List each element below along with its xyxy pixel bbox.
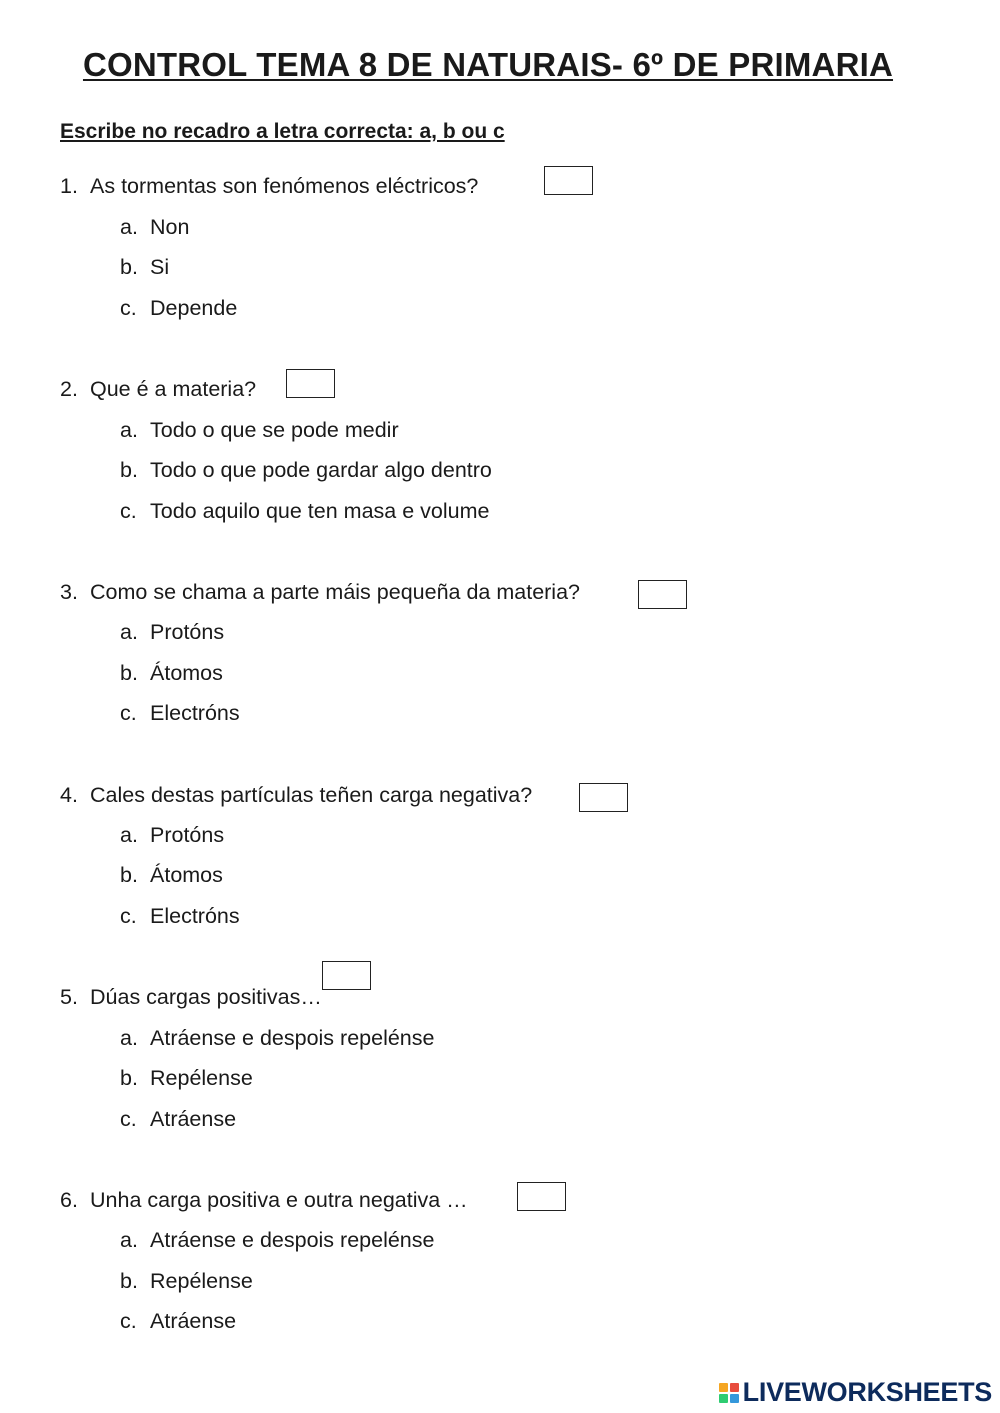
option-text: Todo aquilo que ten masa e volume [150,499,490,523]
option-1b [120,255,169,280]
option-1c [120,296,237,321]
option-text: Repélense [150,1066,253,1090]
answer-box-3[interactable] [638,580,687,609]
option-letter: c. [120,499,137,523]
question-5 [60,985,322,1010]
option-text: Todo o que pode gardar algo dentro [150,458,492,482]
option-text: Si [150,255,170,279]
option-letter: a. [120,418,138,442]
question-text: As tormentas son fenómenos eléctricos? [90,174,479,198]
option-letter: b. [120,1269,138,1293]
option-text: Atráense e despois repelénse [150,1228,435,1252]
option-2c [120,499,489,524]
option-6a [120,1228,434,1253]
option-5c [120,1107,236,1132]
logo-square [719,1394,728,1403]
question-text: Cales destas partículas teñen carga negativa? [90,783,533,807]
page-title: CONTROL TEMA 8 DE NATURAIS- 6º DE PRIMARIA [82,46,894,83]
question-1 [60,174,478,199]
question-text: Dúas cargas positivas… [90,985,322,1009]
question-number: 4. [60,783,78,807]
option-3a [120,620,224,645]
option-letter: c. [120,904,137,928]
option-text: Protóns [150,620,225,644]
option-text: Electróns [150,701,240,725]
question-6 [60,1188,468,1213]
instruction-text: Escribe no recadro a letra correcta: a, b ou c [60,120,505,143]
question-text: Como se chama a parte máis pequeña da materia? [90,580,580,604]
option-6b [120,1269,253,1294]
answer-box-1[interactable] [544,166,593,195]
option-3b [120,661,223,686]
question-number: 5. [60,985,78,1009]
question-4 [60,783,532,808]
question-number: 3. [60,580,78,604]
logo-square [730,1383,739,1392]
option-letter: a. [120,1228,138,1252]
option-letter: a. [120,215,138,239]
option-text: Protóns [150,823,225,847]
option-text: Todo o que se pode medir [150,418,399,442]
option-text: Átomos [150,661,223,685]
option-6c [120,1309,236,1334]
option-text: Atráense [150,1107,237,1131]
option-letter: b. [120,863,138,887]
option-1a [120,215,189,240]
option-3c [120,701,240,726]
option-text: Repélense [150,1269,253,1293]
question-2 [60,377,256,402]
question-text: Que é a materia? [90,377,257,401]
question-number: 6. [60,1188,78,1212]
answer-box-4[interactable] [579,783,628,812]
option-letter: b. [120,255,138,279]
option-2a [120,418,399,443]
logo-square [719,1383,728,1392]
option-5b [120,1066,253,1091]
option-5a [120,1026,434,1051]
option-letter: a. [120,620,138,644]
question-3 [60,580,580,605]
option-text: Atráense [150,1309,237,1333]
option-text: Atráense e despois repelénse [150,1026,435,1050]
option-letter: a. [120,823,138,847]
answer-box-2[interactable] [286,369,335,398]
option-4b [120,863,223,888]
option-letter: b. [120,458,138,482]
option-letter: c. [120,1309,137,1333]
question-number: 2. [60,377,78,401]
option-letter: c. [120,296,137,320]
option-letter: c. [120,1107,137,1131]
option-4a [120,823,224,848]
option-letter: b. [120,661,138,685]
liveworksheets-footer [719,1377,992,1408]
answer-box-6[interactable] [517,1182,566,1211]
option-text: Depende [150,296,238,320]
option-2b [120,458,492,483]
logo-square [730,1394,739,1403]
option-text: Non [150,215,190,239]
question-text: Unha carga positiva e outra negativa … [90,1188,468,1212]
option-letter: c. [120,701,137,725]
question-number: 1. [60,174,78,198]
option-text: Átomos [150,863,223,887]
liveworksheets-logo-icon [719,1383,739,1403]
option-letter: a. [120,1026,138,1050]
brand-name: LIVEWORKSHEETS [742,1377,992,1407]
option-4c [120,904,240,929]
answer-box-5[interactable] [322,961,371,990]
option-text: Electróns [150,904,240,928]
option-letter: b. [120,1066,138,1090]
